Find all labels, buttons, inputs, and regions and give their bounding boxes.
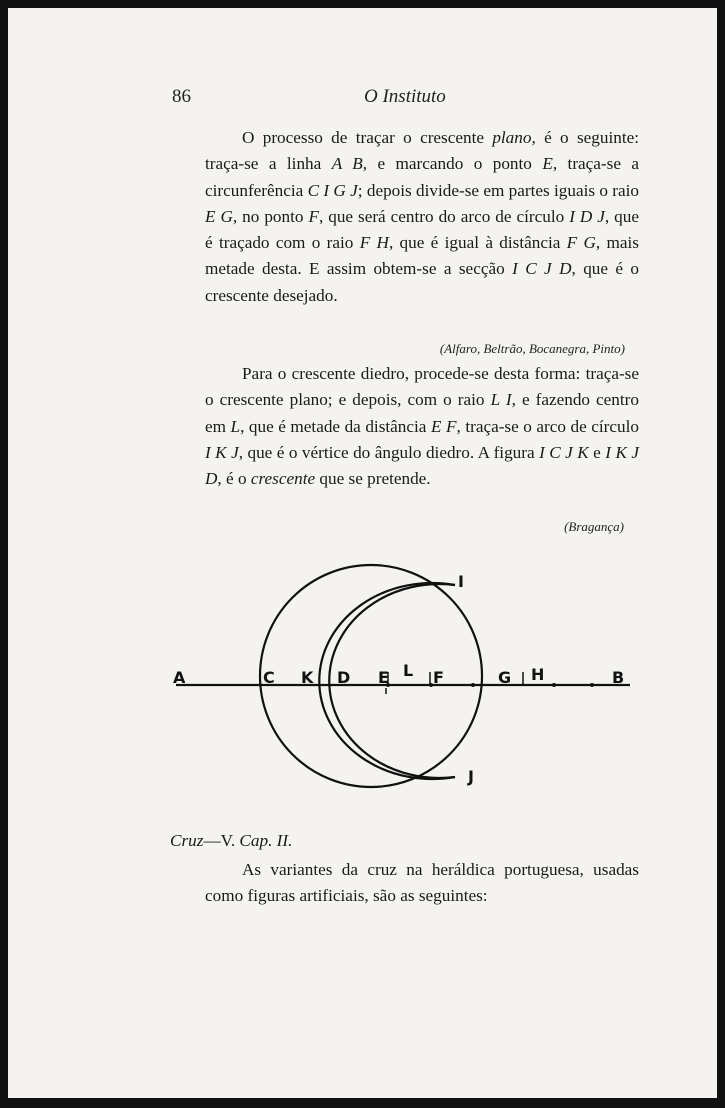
page-number: 86	[172, 86, 191, 107]
label-d: D	[337, 668, 351, 687]
label-a: A	[173, 668, 186, 687]
label-b: B	[612, 668, 625, 687]
label-l: L	[403, 661, 414, 680]
attribution-authors: (Alfaro, Beltrão, Bocanegra, Pinto)	[439, 341, 625, 356]
paragraph-cruz: As variantes da cruz na heráldica portuguesa, usadas como figuras artificiais, são as seguintes:	[205, 860, 639, 906]
label-f: F	[433, 668, 444, 687]
label-j: J	[468, 767, 474, 786]
label-c: C	[263, 668, 275, 687]
attribution-braganca: (Bragança)	[564, 519, 624, 534]
label-h: H	[531, 665, 545, 684]
label-e: E	[378, 668, 389, 687]
label-k: K	[301, 668, 314, 687]
paragraph-crescente-diedro: Para o crescente diedro, procede-se desta forma: traça-se o crescente plano; e depois, com o raio L I, e fazendo centro em L, que é metade da distância E F, traça-se o arco de círculo I K J, que é o vértice do ângulo diedro. A figura I C J K e I K J D, é o crescente que se pretende.	[205, 364, 639, 489]
label-g: G	[498, 668, 512, 687]
label-i: I	[458, 572, 464, 591]
book-page	[8, 8, 717, 1098]
crescent-construction-figure	[8, 8, 717, 1098]
section-heading-cruz: Cruz—V. Cap. II.	[170, 831, 293, 850]
paragraph-crescente-plano: O processo de traçar o crescente plano, é o seguinte: traça-se a linha A B, e marcando o ponto E, traça-se a circunferência C I G J; depois divide-se em partes iguais o raio E G, no ponto F, que será centro do arco de círculo I D J, que é traçado com o raio F H, que é igual à distância F G, mais metade desta. E assim obtem-se a secção I C J D, que é o crescente desejado.	[205, 128, 640, 305]
running-title: O Instituto	[364, 86, 446, 107]
